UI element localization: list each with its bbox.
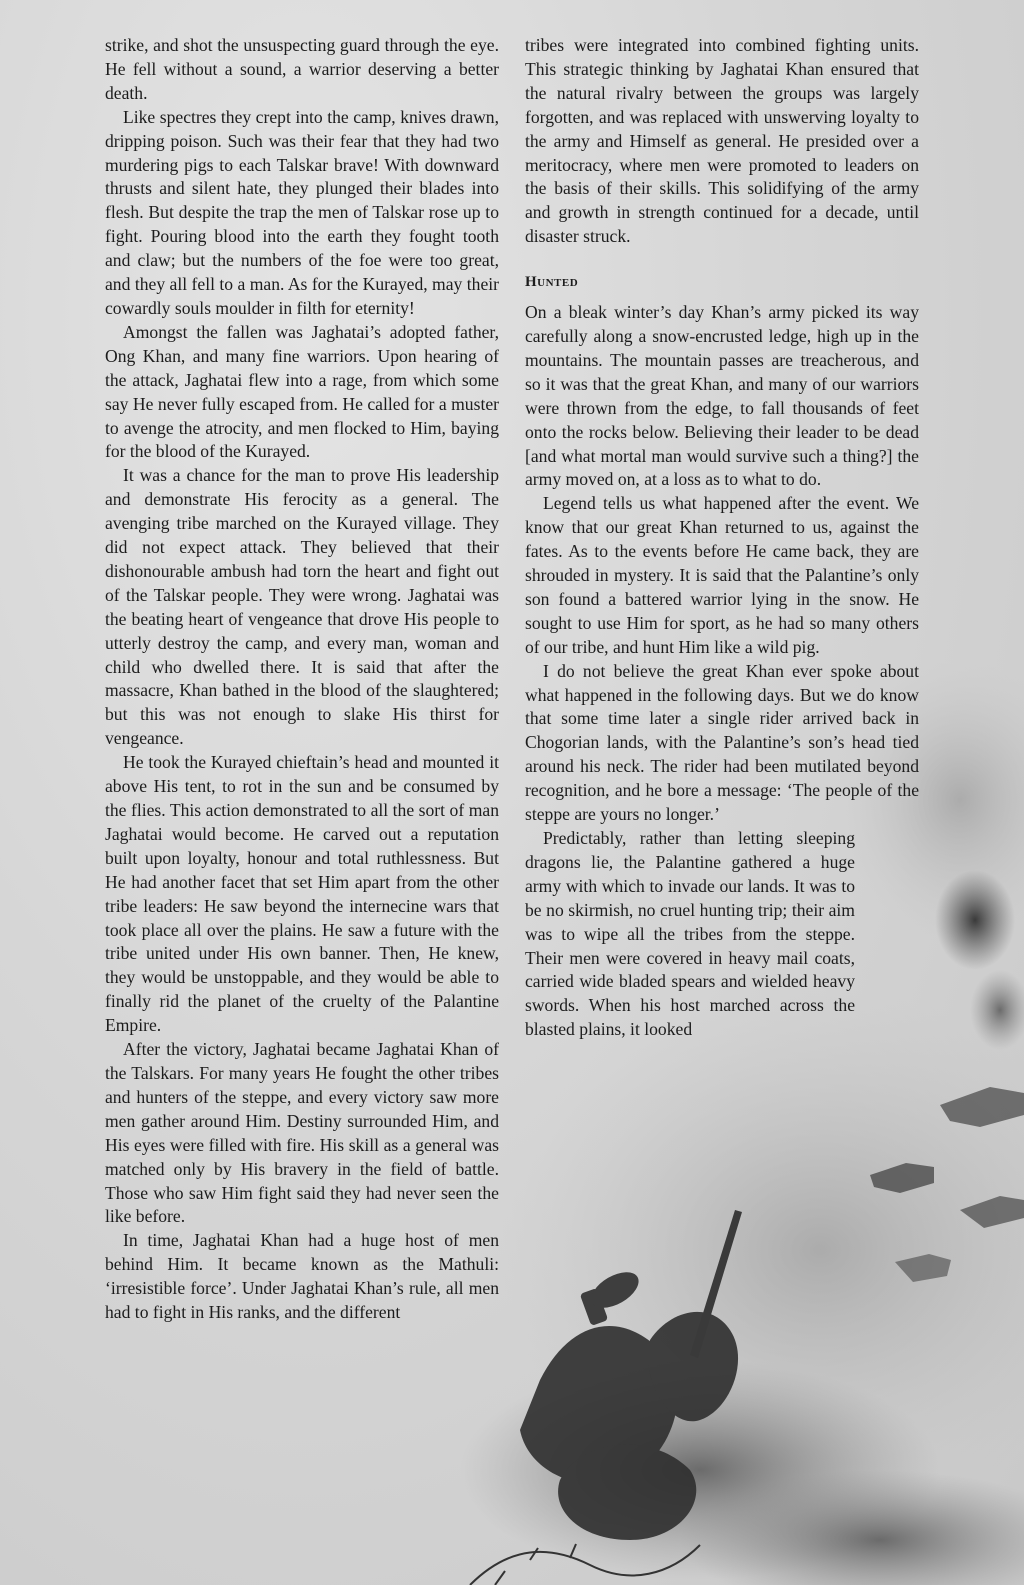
body-paragraph: Predictably, rather than letting sleeping dragons lie, the Palantine gathered a huge army with which to invade our lands. It was to be no skirmish, no cruel hunting trip; their aim was to wipe all the tribes from the steppe. Their men were covered in heavy mail coats, carried wide bladed spears and wielded heavy swords. When his host marched across the blasted plains, it looked	[525, 828, 855, 1040]
body-paragraph: He took the Kurayed chieftain’s head and mounted it above His tent, to rot in the sun and be consumed by the flies. This action demonstrated to all the sort of man Jaghatai would become. He carved out a reputation built upon loyalty, honour and total ruthlessness. But He had another facet that set Him apart from the other tribe leaders: He saw beyond the internecine wars that took place all over the plains. He saw a future with the tribe united under His own banner. Then, He knew, they would be unstoppable, and they would be able to finally rid the planet of the cruelty of the Palantine Empire.	[105, 752, 499, 1036]
body-paragraph: In time, Jaghatai Khan had a huge host of men behind Him. It became known as the Mathuli: ‘irresistible force’. Under Jaghatai Khan’s rule, all men had to fight in His ranks, and the different	[105, 1230, 499, 1323]
body-paragraph: On a bleak winter’s day Khan’s army picked its way carefully along a snow-encrusted ledge, high up in the mountains. The mountain passes are treacherous, and so it was that the great Khan, and many of our warriors were thrown from the edge, to fall thousands of feet onto the rocks below. Believing their leader to be dead [and what mortal man would survive such a thing?] the army moved on, at a loss as to what to do.	[525, 302, 919, 490]
left-text-column	[105, 34, 499, 1325]
body-paragraph: It was a chance for the man to prove His leadership and demonstrate His ferocity as a general. The avenging tribe marched on the Kurayed village. They did not expect attack. They believed that their dishonourable ambush had torn the heart and fight out of the Talskar people. They were wrong. Jaghatai was the beating heart of vengeance that drove His people to utterly destroy the camp, and every man, woman and child who dwelled there. It is said that after the massacre, Khan bathed in the blood of the slaughtered; but this was not enough to slake His thirst for vengeance.	[105, 465, 499, 749]
body-paragraph: Amongst the fallen was Jaghatai’s adopted father, Ong Khan, and many fine warriors. Upon hearing of the attack, Jaghatai flew into a rage, from which some say He never fully escaped from. He called for a muster to avenge the atrocity, and men flocked to Him, baying for the blood of the Kurayed.	[105, 321, 499, 462]
body-paragraph: Like spectres they crept into the camp, knives drawn, dripping poison. Such was their fear that they had two murdering pigs to each Talskar brave! With downward thrusts and silent hate, they plunged their blades into flesh. But despite the trap the men of Talskar rose up to fight. Pouring blood into the earth they fought tooth and claw; but the numbers of the foe were too great, and they all fell to a man. As for the Kurayed, may their cowardly souls moulder in filth for eternity!	[105, 106, 499, 318]
body-paragraph: Legend tells us what happened after the event. We know that our great Khan returned to us, against the fates. As to the events before He came back, they are shrouded in mystery. It is said that the Palantine’s only son found a battered warrior lying in the snow. He sought to use Him for sport, as he had so many others of our tribe, and hunt Him like a wild pig.	[525, 493, 919, 657]
body-paragraph: I do not believe the great Khan ever spoke about what happened in the following days. But we do know that some time later a single rider arrived back in Chogorian lands, with the Palantine’s son’s head tied around his neck. The rider had been mutilated beyond recognition, and he bore a message: ‘The people of the steppe are yours no longer.’	[525, 660, 919, 825]
body-paragraph: tribes were integrated into combined fighting units. This strategic thinking by Jaghatai Khan ensured that the natural rivalry between the groups was largely forgotten, and was replaced with unswerving loyalty to the army and Himself as general. He presided over a meritocracy, where men were promoted to leaders on the basis of their skills. This solidifying of the army and growth in strength continued for a decade, until disaster struck.	[525, 35, 919, 247]
section-heading: Hunted	[525, 274, 579, 291]
body-paragraph: strike, and shot the unsuspecting guard through the eye. He fell without a sound, a warrior deserving a better death.	[105, 35, 499, 103]
right-text-column	[525, 34, 919, 1042]
body-paragraph: After the victory, Jaghatai became Jaghatai Khan of the Talskars. For many years He fought the other tribes and hunters of the steppe, and every victory saw more men gather around Him. Destiny surrounded Him, and His eyes were filled with fire. His skill as a general was matched only by His bravery in the field of battle. Those who saw Him fight said they had never seen the like before.	[105, 1039, 499, 1227]
